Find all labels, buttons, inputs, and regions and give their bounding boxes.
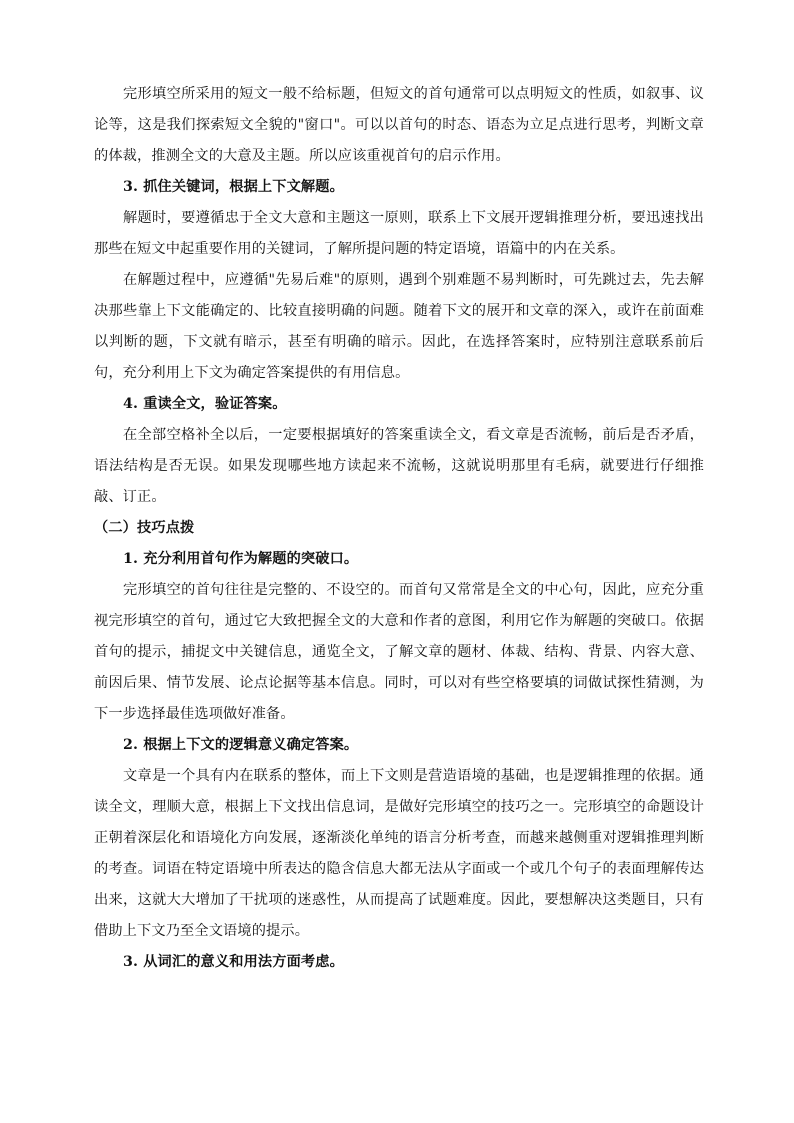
heading-keywords: 3. 抓住关键词，根据上下文解题。 (123, 179, 344, 195)
paragraph-keywords-principle: 解题时，要遵循忠于全文大意和主题这一原则，联系上下文展开逻辑推理分析，要迅速找出那些在短文中起重要作用的关键词，了解所提问题的特定语境，语篇中的内在关系。 (94, 210, 704, 257)
paragraph-first-sentence-intro: 完形填空所采用的短文一般不给标题，但短文的首句通常可以点明短文的性质，如叙事、议论等，这是我们探索短文全貌的"窗口"。可以以首句的时态、语态为立足点进行思考，判断文章的体裁，推测全文的大意及主题。所以应该重视首句的启示作用。 (94, 86, 704, 164)
heading-vocabulary-usage: 3. 从词汇的意义和用法方面考虑。 (123, 954, 344, 970)
paragraph-logic-context: 文章是一个具有内在联系的整体，而上下文则是营造语境的基础，也是逻辑推理的依据。通读全文，理顺大意，根据上下文找出信息词，是做好完形填空的技巧之一。完形填空的命题设计正朝着深层化和语境化方向发展，逐渐淡化单纯的语言分析考查，而越来越侧重对逻辑推理判断的考查。词语在特定语境中所表达的隐含信息大都无法从字面或一个或几个句子的表面理解传达出来，这就大大增加了干扰项的迷惑性，从而提高了试题难度。因此，要想解决这类题目，只有借助上下文乃至全文语境的提示。 (94, 768, 704, 939)
section-heading-tips: （二）技巧点拨 (94, 520, 195, 536)
heading-reread: 4. 重读全文，验证答案。 (123, 396, 287, 412)
paragraph-reread: 在全部空格补全以后，一定要根据填好的答案重读全文，看文章是否流畅，前后是否矛盾，语法结构是否无误。如果发现哪些地方读起来不流畅，这就说明那里有毛病，就要进行仔细推敲、订正。 (94, 427, 704, 505)
paragraph-easy-first: 在解题过程中，应遵循"先易后难"的原则，遇到个别难题不易判断时，可先跳过去，先去解决那些靠上下文能确定的、比较直接明确的问题。随着下文的展开和文章的深入，或许在前面难以判断的题，下文就有暗示，甚至有明确的暗示。因此，在选择答案时，应特别注意联系前后句，充分利用上下文为确定答案提供的有用信息。 (94, 272, 704, 381)
paragraph-use-first-sentence: 完形填空的首句往往是完整的、不设空的。而首句又常常是全文的中心句，因此，应充分重视完形填空的首句，通过它大致把握全文的大意和作者的意图，利用它作为解题的突破口。依据首句的提示，捕捉文中关键信息，通览全文，了解文章的题材、体裁、结构、背景、内容大意、前因后果、情节发展、论点论据等基本信息。同时，可以对有些空格要填的词做试探性猜测，为下一步选择最佳选项做好准备。 (94, 582, 704, 722)
heading-logic-context: 2. 根据上下文的逻辑意义确定答案。 (123, 737, 359, 753)
heading-use-first-sentence: 1. 充分利用首句作为解题的突破口。 (123, 551, 359, 567)
document-body (94, 79, 704, 978)
